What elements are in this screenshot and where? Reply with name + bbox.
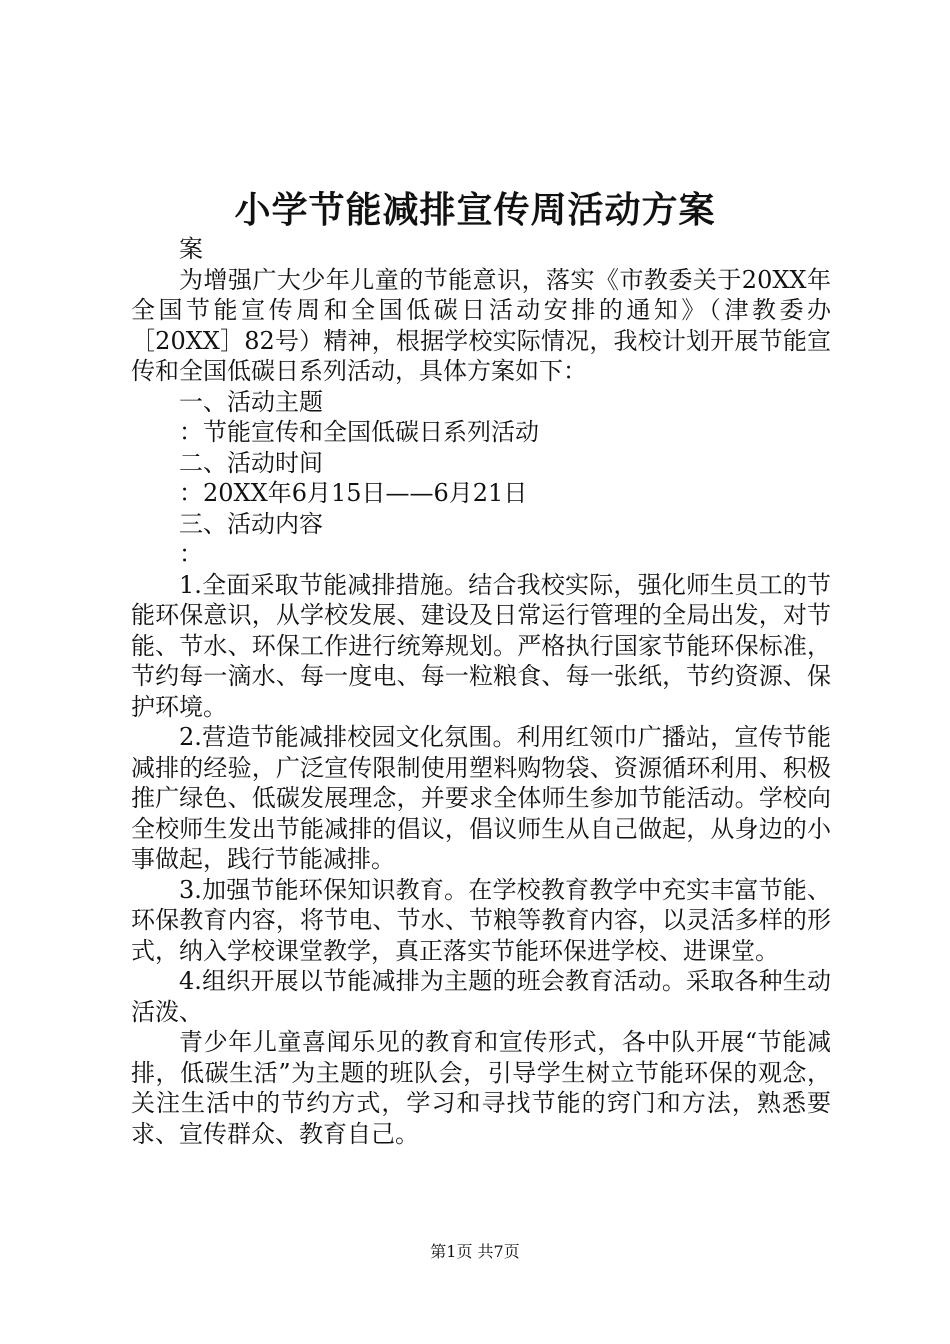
paragraph-item-1: 1.全面采取节能减排措施。结合我校实际，强化师生员工的节能环保意识，从学校发展、建设及日常运行管理的全局出发，对节能、节水、环保工作进行统筹规划。严格执行国家节能环保标准，节约每一滴水、每一度电、每一粒粮食、每一张纸，节约资源、保护环境。 xyxy=(131,570,831,721)
document-body xyxy=(131,234,831,1149)
section-heading-time: 二、活动时间 xyxy=(179,448,323,477)
section-heading-theme: 一、活动主题 xyxy=(179,387,323,416)
paragraph-item-4: 4.组织开展以节能减排为主题的班会教育活动。采取各种生动活泼、 xyxy=(131,967,831,1026)
section-content-theme: ：节能宣传和全国低碳日系列活动 xyxy=(179,418,539,446)
paragraph-item-4-continued: 青少年儿童喜闻乐见的教育和宣传形式，各中队开展“节能减排，低碳生活”为主题的班队会，引导学生树立节能环保的观念，关注生活中的节约方式，学习和寻找节能的窍门和方法，熟悉要求、宣传群众、教育自己。 xyxy=(131,1028,831,1148)
paragraph-item-3: 3.加强节能环保知识教育。在学校教育教学中充实丰富节能、环保教育内容，将节电、节水、节粮等教育内容，以灵活多样的形式，纳入学校课堂教学，真正落实节能环保进学校、进课堂。 xyxy=(131,875,831,965)
paragraph-purpose: 为增强广大少年儿童的节能意识，落实《市教委关于20XX年全国节能宣传周和全国低碳日活动安排的通知》（津教委办［20XX］82号）精神，根据学校实际情况，我校计划开展节能宣传和全国低碳日系列活动，具体方案如下： xyxy=(131,265,831,385)
section-content-colon: ： xyxy=(179,540,203,568)
paragraph-intro-fragment: 案 xyxy=(179,235,203,263)
section-content-time: ：20XX年6月15日——6月21日 xyxy=(179,479,528,507)
paragraph-item-2: 2.营造节能减排校园文化氛围。利用红领巾广播站，宣传节能减排的经验，广泛宣传限制使用塑料购物袋、资源循环利用、积极推广绿色、低碳发展理念，并要求全体师生参加节能活动。学校向全校师生发出节能减排的倡议，倡议师生从自己做起，从身边的小事做起，践行节能减排。 xyxy=(131,723,831,873)
document-title: 小学节能减排宣传周活动方案 xyxy=(234,189,716,231)
section-heading-content: 三、活动内容 xyxy=(179,509,323,538)
page-number-footer: 第1页 共7页 xyxy=(430,1242,520,1261)
